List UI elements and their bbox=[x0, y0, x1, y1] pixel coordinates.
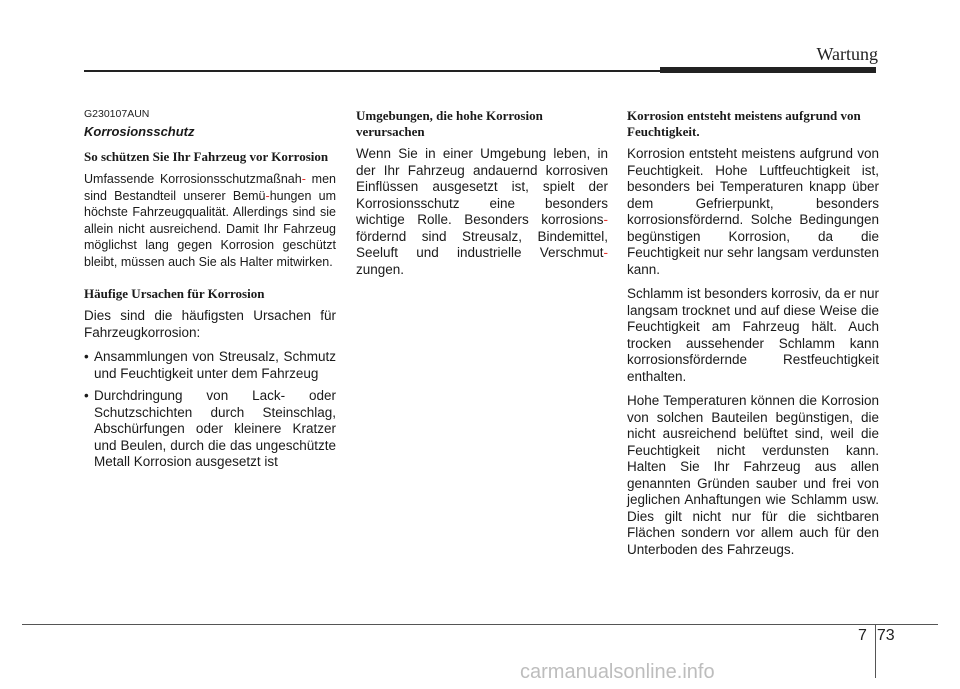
document-code: G230107AUN bbox=[84, 108, 150, 120]
paragraph-protect-part-c: hungen um höchste Fahrzeugqualität. Allerdings sind sie allein nicht ausreichend. Damit Ihr Fahrzeug möglichst lang gegen Korrosion geschützt bleibt, müssen auch Sie als Halter mitwirken. bbox=[84, 188, 336, 269]
causes-list bbox=[84, 349, 336, 471]
header-rule bbox=[84, 70, 660, 72]
page-number-value: 73 bbox=[876, 627, 895, 644]
paragraph-causes: Dies sind die häufigsten Ursachen für Fahrzeugkorrosion: bbox=[84, 308, 336, 340]
subhead-environments: Umgebungen, die hohe Korrosion verursachen bbox=[356, 108, 543, 139]
paragraph-environments-part-b: fördernd sind Streusalz, Bindemittel, Seeluft und industrielle Verschmut bbox=[356, 228, 608, 260]
hyphen-mark: - bbox=[301, 172, 306, 186]
page-header-title: Wartung bbox=[816, 44, 878, 64]
paragraph-mud: Schlamm ist besonders korrosiv, da er nur langsam trocknet und auf diese Weise die Feuchtigkeit am Fahrzeug hält. Auch trocken aussehender Schlamm kann korrosionsfördernde Restfeuchtigkeit enthalten. bbox=[627, 286, 879, 384]
chapter-number: 7 bbox=[858, 627, 867, 644]
hyphen-mark: - bbox=[603, 245, 608, 260]
section-title: Korrosionsschutz bbox=[84, 124, 195, 139]
paragraph-protect-part-a: Umfassende Korrosionsschutzmaßnah bbox=[84, 172, 302, 186]
paragraph-moisture: Korrosion entsteht meistens aufgrund von Feuchtigkeit. Hohe Luftfeuchtigkeit ist, besonders bei Temperaturen knapp über dem Gefrierpunkt, besonders korrosionsfördernd. Solche Bedingungen begünstigen Korrosion, da die Feuchtigkeit nur sehr langsam verdunsten kann. bbox=[627, 146, 879, 277]
paragraph-environments-part-c: zungen. bbox=[356, 261, 405, 277]
paragraph-environments-part-a: Wenn Sie in einer Umgebung leben, in der Ihr Fahrzeug andauernd korrosiven Einflüssen ausgesetzt ist, spielt der Korrosionsschutz eine besonders wichtige Rolle. Besonders korrosions bbox=[356, 146, 608, 227]
subhead-protect: So schützen Sie Ihr Fahrzeug vor Korrosion bbox=[84, 149, 329, 164]
watermark: carmanualsonline.info bbox=[520, 661, 715, 683]
list-item: • Ansammlungen von Streusalz, Schmutz und Feuchtigkeit unter dem Fahrzeug bbox=[84, 349, 336, 382]
paragraph-protect bbox=[84, 171, 336, 270]
column-middle bbox=[356, 108, 608, 294]
footer-rule bbox=[22, 624, 938, 625]
column-right bbox=[627, 108, 879, 566]
paragraph-temperature: Hohe Temperaturen können die Korrosion von solchen Bauteilen begünstigen, die nicht ausreichend belüftet sind, weil die Feuchtigkeit nicht verdunsten kann. Halten Sie Ihr Fahrzeug aus allen genannten Gründen sauber und frei von jeglichen Anhaftungen wie Schlamm usw. Dies gilt nicht nur für die sichtbaren Flächen sondern vor allem auch für den Unterboden des Fahrzeugs. bbox=[627, 393, 879, 557]
paragraph-environments bbox=[356, 146, 608, 278]
page-number bbox=[858, 627, 895, 645]
subhead-moisture: Korrosion entsteht meistens aufgrund von Feuchtigkeit. bbox=[627, 108, 861, 139]
hyphen-mark: - bbox=[603, 212, 608, 227]
subhead-causes: Häufige Ursachen für Korrosion bbox=[84, 286, 265, 301]
column-left bbox=[84, 108, 336, 477]
header-bar bbox=[660, 67, 876, 73]
paragraph-protect-part-b: men sind Bestandteil unserer Bemü bbox=[84, 172, 336, 203]
hyphen-mark: - bbox=[265, 188, 270, 203]
list-item: • Durchdringung von Lack- oder Schutzschichten durch Steinschlag, Abschürfungen oder kleinere Kratzer und Beulen, durch die das ungeschützte Metall Korrosion ausgesetzt ist bbox=[84, 388, 336, 471]
